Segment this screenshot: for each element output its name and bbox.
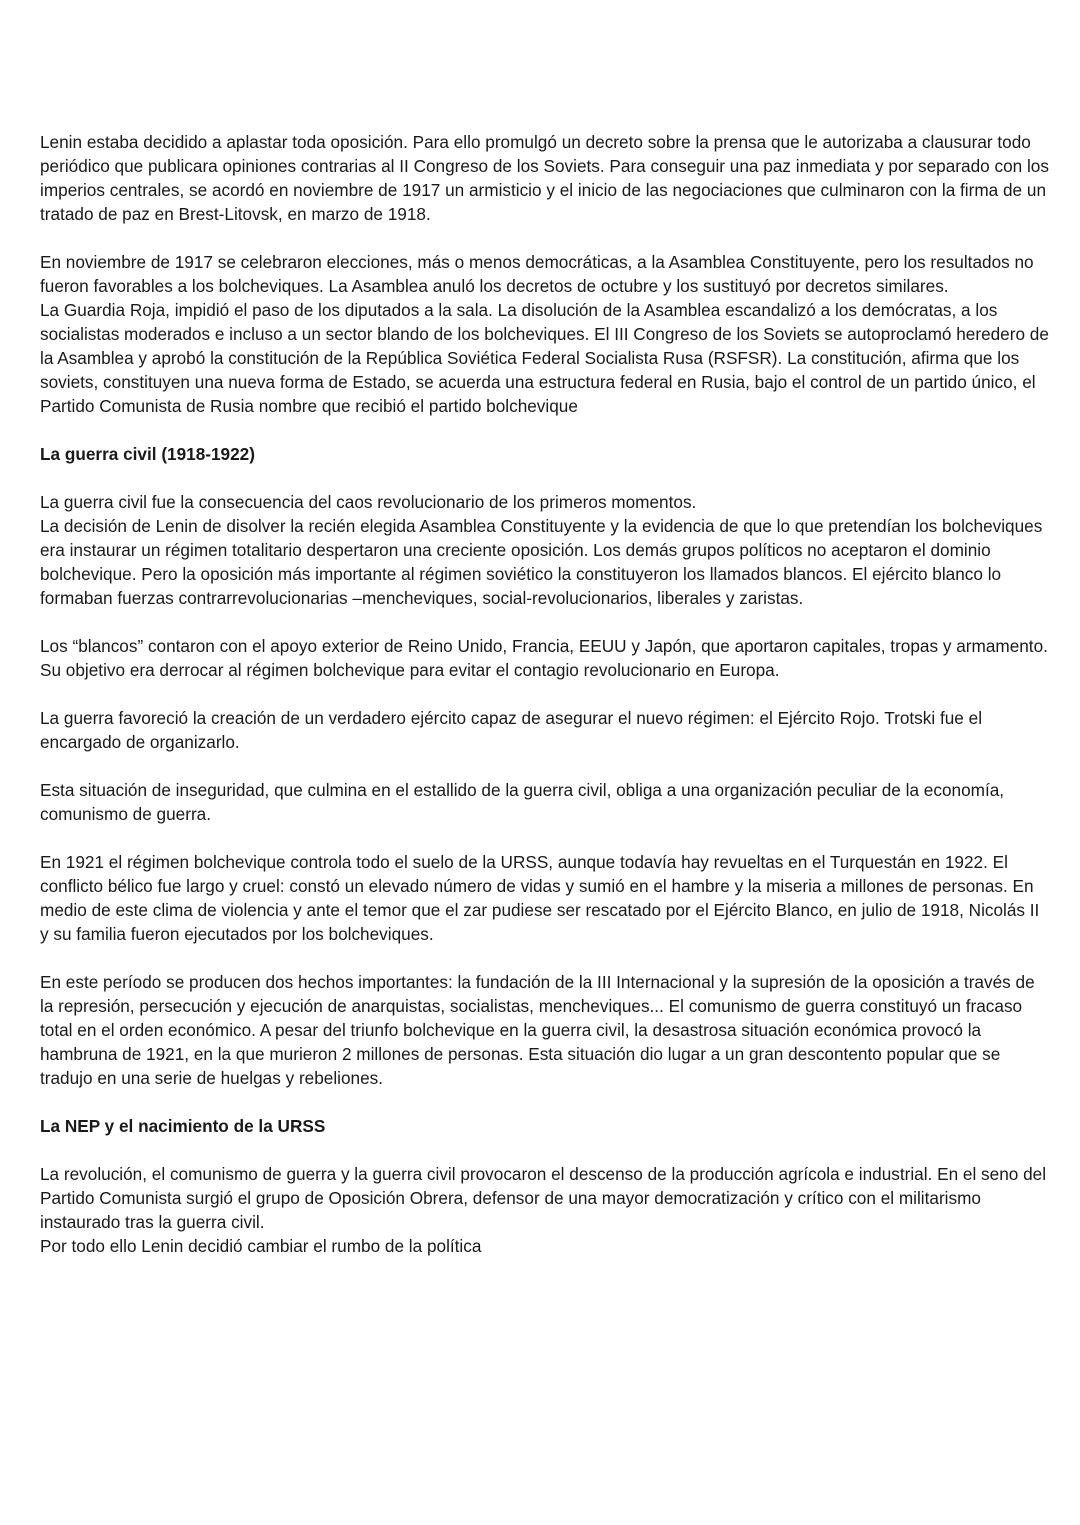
spacer	[40, 1090, 1050, 1114]
paragraph-cambio-rumbo: Por todo ello Lenin decidió cambiar el rumbo de la política	[40, 1236, 482, 1256]
spacer	[40, 1138, 1050, 1162]
spacer	[40, 418, 1050, 442]
paragraph-guerra-consecuencia: La guerra civil fue la consecuencia del caos revolucionario de los primeros momentos.	[40, 492, 697, 512]
paragraph-descenso-produccion: La revolución, el comunismo de guerra y la guerra civil provocaron el descenso de la producción agrícola e industrial. En el seno del Partido Comunista surgió el grupo de Oposición Obrera, defensor de una mayor democratización y crítico con el militarismo instaurado tras la guerra civil.	[40, 1164, 1047, 1232]
paragraph-1921-control: En 1921 el régimen bolchevique controla todo el suelo de la URSS, aunque todavía hay revueltas en el Turquestán en 1922. El conflicto bélico fue largo y cruel: constó un elevado número de vidas y sumió en el hambre y la miseria a millones de personas. En medio de este clima de violencia y ante el temor que el zar pudiese ser rescatado por el Ejército Blanco, en julio de 1918, Nicolás II y su familia fueron ejecutados por los bolcheviques.	[40, 852, 1040, 944]
spacer	[40, 826, 1050, 850]
paragraph-decision-lenin: La decisión de Lenin de disolver la recién elegida Asamblea Constituyente y la evidencia de que lo que pretendían los bolcheviques era instaurar un régimen totalitario despertaron una creciente oposición. Los demás grupos políticos no aceptaron el dominio bolchevique. Pero la oposición más importante al régimen soviético la constituyeron los llamados blancos. El ejército blanco lo formaban fuerzas contrarrevolucionarias –mencheviques, social-revolucionarios, liberales y zaristas.	[40, 516, 1043, 608]
spacer	[40, 682, 1050, 706]
paragraph-iii-internacional: En este período se producen dos hechos importantes: la fundación de la III Internacional y la supresión de la oposición a través de la represión, persecución y ejecución de anarquistas, socialistas, mencheviques... El comunismo de guerra constituyó un fracaso total en el orden económico. A pesar del triunfo bolchevique en la guerra civil, la desastrosa situación económica provocó la hambruna de 1921, en la que murieron 2 millones de personas. Esta situación dio lugar a un gran descontento popular que se tradujo en una serie de huelgas y rebeliones.	[40, 972, 1035, 1088]
paragraph-ejercito-rojo: La guerra favoreció la creación de un verdadero ejército capaz de asegurar el nuevo régimen: el Ejército Rojo. Trotski fue el encargado de organizarlo.	[40, 708, 983, 752]
paragraph-lenin-oposicion: Lenin estaba decidido a aplastar toda oposición. Para ello promulgó un decreto sobre la prensa que le autorizaba a clausurar todo periódico que publicara opiniones contrarias al II Congreso de los Soviets. Para conseguir una paz inmediata y por separado con los imperios centrales, se acordó en noviembre de 1917 un armisticio y el inicio de las negociaciones que culminaron con la firma de un tratado de paz en Brest-Litovsk, en marzo de 1918.	[40, 132, 1049, 224]
spacer	[40, 946, 1050, 970]
heading-guerra-civil: La guerra civil (1918-1922)	[40, 444, 255, 464]
spacer	[40, 466, 1050, 490]
paragraph-elecciones-1917: En noviembre de 1917 se celebraron elecciones, más o menos democráticas, a la Asamblea Constituyente, pero los resultados no fueron favorables a los bolcheviques. La Asamblea anuló los decretos de octubre y los sustituyó por decretos similares.	[40, 252, 1034, 296]
document-page	[40, 130, 1050, 1258]
paragraph-blancos-apoyo: Los “blancos” contaron con el apoyo exterior de Reino Unido, Francia, EEUU y Japón, que aportaron capitales, tropas y armamento. Su objetivo era derrocar al régimen bolchevique para evitar el contagio revolucionario en Europa.	[40, 636, 1048, 680]
paragraph-guardia-roja: La Guardia Roja, impidió el paso de los diputados a la sala. La disolución de la Asamblea escandalizó a los demócratas, a los socialistas moderados e incluso a un sector blando de los bolcheviques. El III Congreso de los Soviets se autoproclamó heredero de la Asamblea y aprobó la constitución de la República Soviética Federal Socialista Rusa (RSFSR). La constitución, afirma que los soviets, constituyen una nueva forma de Estado, se acuerda una estructura federal en Rusia, bajo el control de un partido único, el Partido Comunista de Rusia nombre que recibió el partido bolchevique	[40, 300, 1049, 416]
heading-nep-urss: La NEP y el nacimiento de la URSS	[40, 1116, 326, 1136]
spacer	[40, 754, 1050, 778]
paragraph-comunismo-guerra: Esta situación de inseguridad, que culmina en el estallido de la guerra civil, obliga a una organización peculiar de la economía, comunismo de guerra.	[40, 780, 1005, 824]
spacer	[40, 226, 1050, 250]
spacer	[40, 610, 1050, 634]
